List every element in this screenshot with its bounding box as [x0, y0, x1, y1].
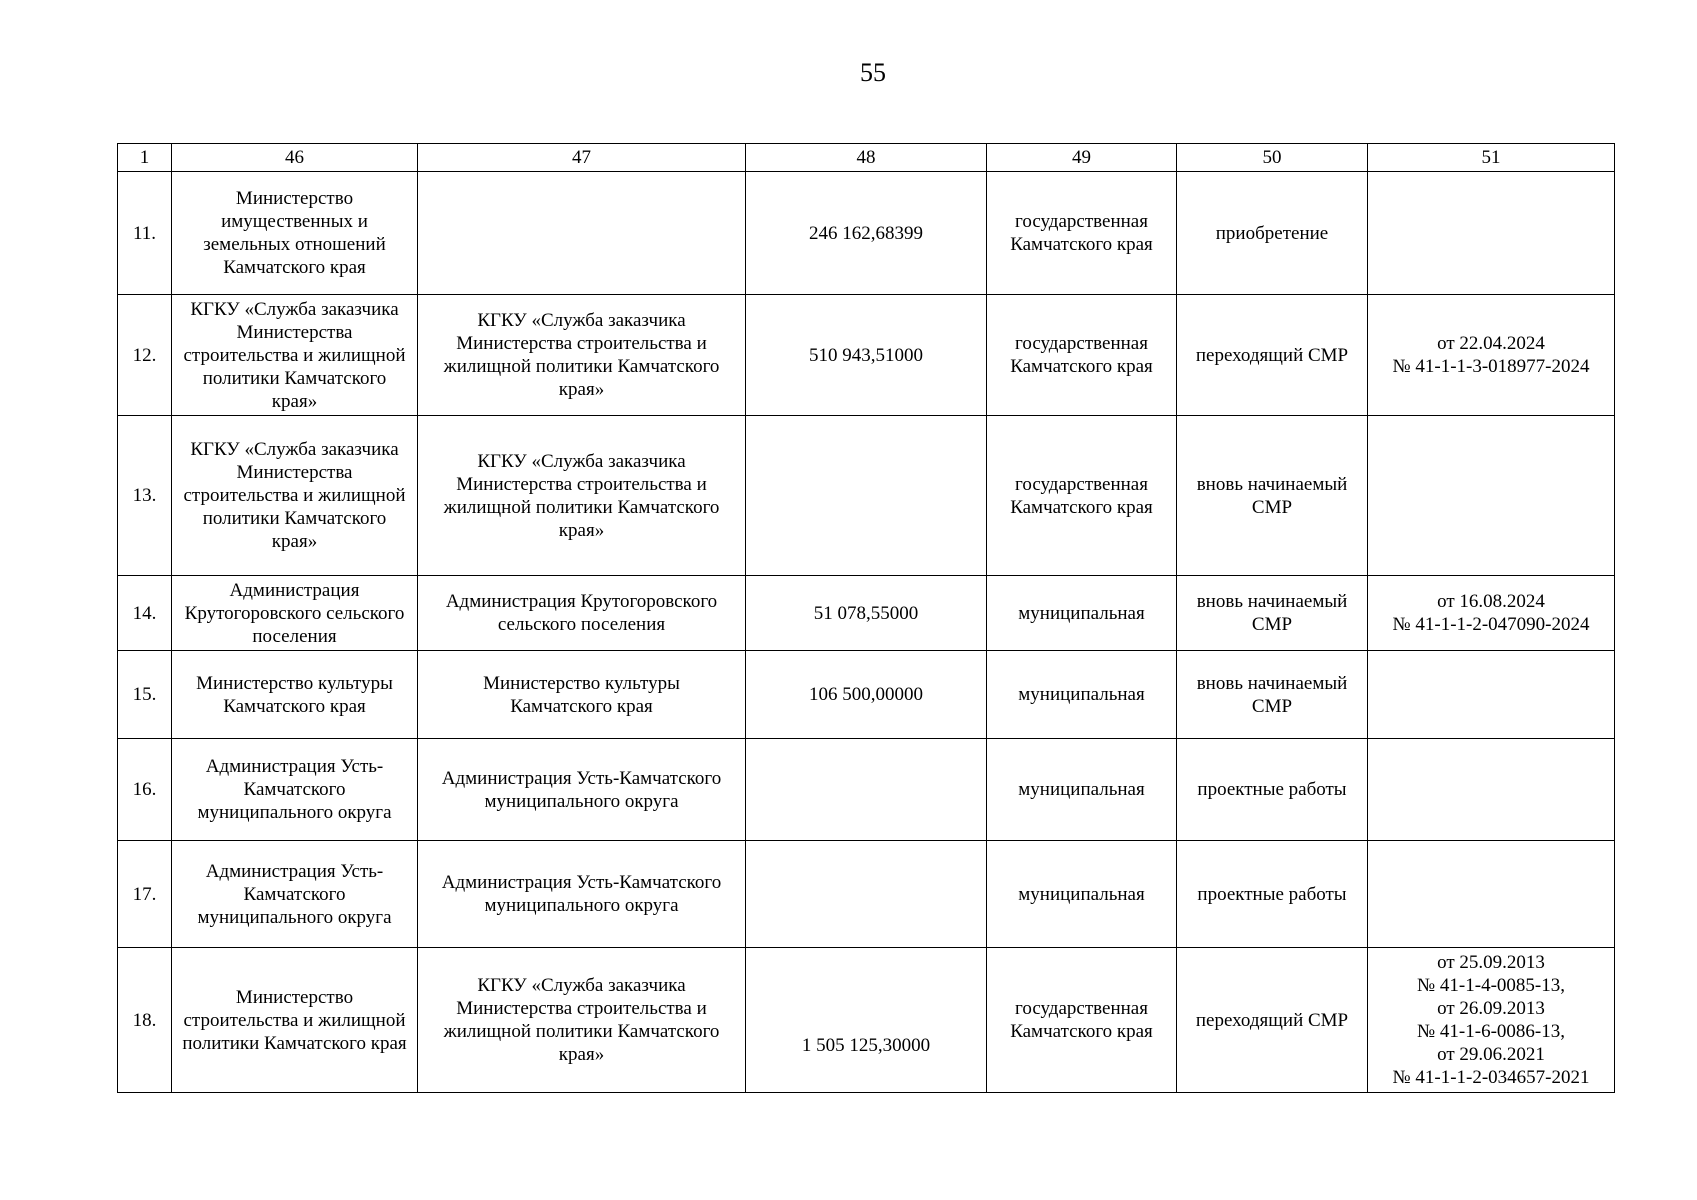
table-row [118, 739, 1615, 841]
table-row [118, 576, 1615, 651]
cell-amount: 106 500,00000 [746, 651, 987, 739]
cell-ownership: государственная Камчатского края [987, 416, 1177, 576]
cell-developer: Администрация Крутогоровского сельского поселения [418, 576, 746, 651]
header-cell-51: 51 [1368, 144, 1615, 172]
cell-developer: КГКУ «Служба заказчика Министерства строительства и жилищной политики Камчатского края» [418, 948, 746, 1093]
cell-amount: 510 943,51000 [746, 295, 987, 416]
header-cell-49: 49 [987, 144, 1177, 172]
header-cell-48: 48 [746, 144, 987, 172]
cell-developer: Администрация Усть-Камчатского муниципального округа [418, 841, 746, 948]
header-cell-46: 46 [172, 144, 418, 172]
cell-ownership: государственная Камчатского края [987, 172, 1177, 295]
cell-expertise: от 22.04.2024 № 41-1-1-3-018977-2024 [1368, 295, 1615, 416]
row-number: 11. [118, 172, 172, 295]
data-table [117, 143, 1615, 1093]
cell-amount [746, 416, 987, 576]
cell-work-type: вновь начинаемый СМР [1177, 651, 1368, 739]
cell-ownership: муниципальная [987, 841, 1177, 948]
cell-customer: Администрация Крутогоровского сельского поселения [172, 576, 418, 651]
cell-expertise [1368, 651, 1615, 739]
cell-amount: 51 078,55000 [746, 576, 987, 651]
cell-amount: 246 162,68399 [746, 172, 987, 295]
page-number: 55 [860, 58, 886, 87]
cell-work-type: проектные работы [1177, 841, 1368, 948]
cell-work-type: переходящий СМР [1177, 948, 1368, 1093]
table-row [118, 841, 1615, 948]
cell-amount [746, 739, 987, 841]
cell-expertise [1368, 172, 1615, 295]
cell-ownership: государственная Камчатского края [987, 295, 1177, 416]
cell-ownership: муниципальная [987, 739, 1177, 841]
table-row [118, 416, 1615, 576]
cell-work-type: вновь начинаемый СМР [1177, 576, 1368, 651]
table-row [118, 948, 1615, 1093]
cell-customer: Министерство культуры Камчатского края [172, 651, 418, 739]
cell-customer: Министерство имущественных и земельных отношений Камчатского края [172, 172, 418, 295]
cell-customer: Министерство строительства и жилищной политики Камчатского края [172, 948, 418, 1093]
cell-customer: Администрация Усть- Камчатского муниципального округа [172, 739, 418, 841]
header-cell-1: 1 [118, 144, 172, 172]
header-cell-50: 50 [1177, 144, 1368, 172]
cell-developer: Министерство культуры Камчатского края [418, 651, 746, 739]
cell-customer: КГКУ «Служба заказчика Министерства строительства и жилищной политики Камчатского края» [172, 295, 418, 416]
cell-customer: Администрация Усть- Камчатского муниципального округа [172, 841, 418, 948]
cell-work-type: приобретение [1177, 172, 1368, 295]
cell-expertise: от 16.08.2024 № 41-1-1-2-047090-2024 [1368, 576, 1615, 651]
row-number: 17. [118, 841, 172, 948]
row-number: 13. [118, 416, 172, 576]
cell-developer: КГКУ «Служба заказчика Министерства строительства и жилищной политики Камчатского края» [418, 416, 746, 576]
cell-customer: КГКУ «Служба заказчика Министерства строительства и жилищной политики Камчатского края» [172, 416, 418, 576]
table-row [118, 295, 1615, 416]
cell-expertise: от 25.09.2013 № 41-1-4-0085-13, от 26.09.2013 № 41-1-6-0086-13, от 29.06.2021 № 41-1-1-2-034657-2021 [1368, 948, 1615, 1093]
cell-expertise [1368, 739, 1615, 841]
table-row [118, 172, 1615, 295]
row-number: 16. [118, 739, 172, 841]
cell-work-type: вновь начинаемый СМР [1177, 416, 1368, 576]
cell-ownership: муниципальная [987, 576, 1177, 651]
cell-ownership: государственная Камчатского края [987, 948, 1177, 1093]
cell-developer: КГКУ «Служба заказчика Министерства строительства и жилищной политики Камчатского края» [418, 295, 746, 416]
row-number: 14. [118, 576, 172, 651]
row-number: 15. [118, 651, 172, 739]
cell-amount [746, 841, 987, 948]
cell-ownership: муниципальная [987, 651, 1177, 739]
cell-work-type: проектные работы [1177, 739, 1368, 841]
header-cell-47: 47 [418, 144, 746, 172]
cell-developer [418, 172, 746, 295]
cell-expertise [1368, 416, 1615, 576]
table-row [118, 651, 1615, 739]
cell-work-type: переходящий СМР [1177, 295, 1368, 416]
cell-developer: Администрация Усть-Камчатского муниципального округа [418, 739, 746, 841]
cell-amount: 1 505 125,30000 [746, 948, 987, 1093]
row-number: 18. [118, 948, 172, 1093]
row-number: 12. [118, 295, 172, 416]
header-row [118, 144, 1615, 172]
cell-expertise [1368, 841, 1615, 948]
